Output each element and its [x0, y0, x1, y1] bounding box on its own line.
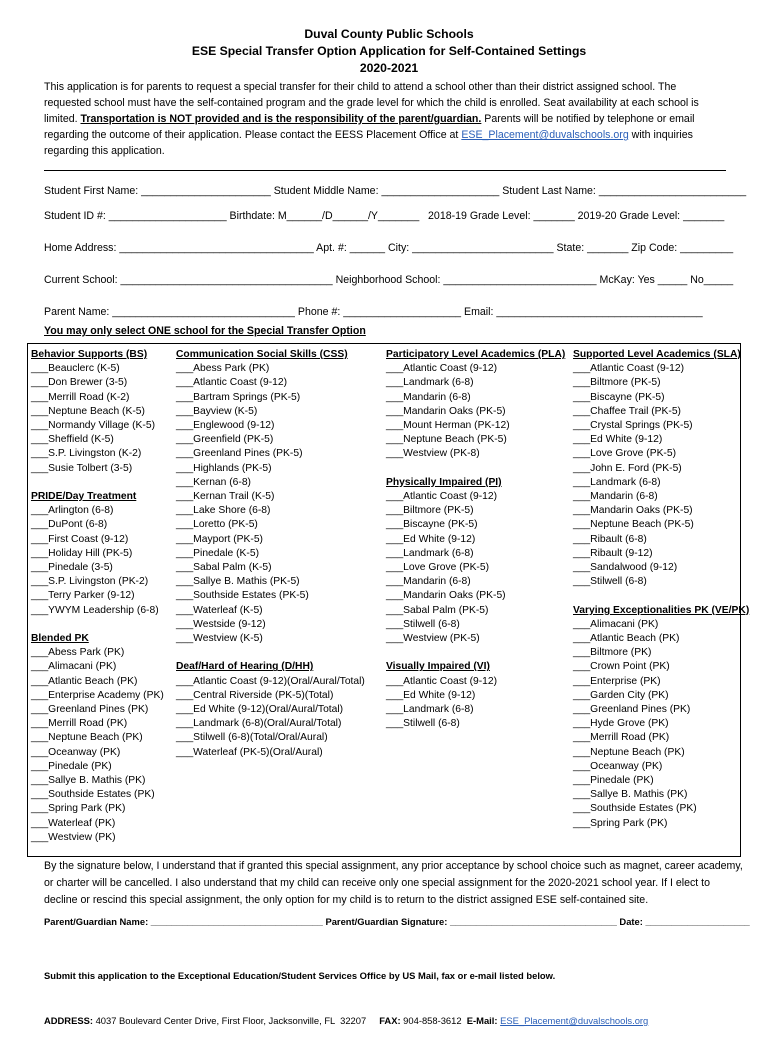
email-label: E-Mail: [466, 1015, 498, 1026]
school-option[interactable]: ___Pinedale (3-5) [31, 562, 113, 574]
program-category-title: Supported Level Academics (SLA) [573, 349, 741, 360]
school-option[interactable]: ___Landmark (6-8) [386, 704, 474, 716]
school-option[interactable]: ___Southside Estates (PK-5) [176, 590, 309, 602]
program-category-title: Physically Impaired (PI) [386, 476, 502, 488]
school-option[interactable]: ___Southside Estates (PK) [31, 789, 155, 801]
school-option[interactable]: ___Enterprise Academy (PK) [31, 689, 164, 701]
school-option[interactable]: ___Ed White (9-12)(Oral/Aural/Total) [176, 704, 344, 716]
school-option[interactable]: ___Spring Park (PK) [31, 803, 126, 815]
school-option[interactable]: ___Kernan (6-8) [176, 476, 251, 488]
school-option[interactable]: ___Landmark (6-8) [573, 476, 661, 488]
school-option[interactable]: ___Stilwell (6-8) [573, 576, 647, 588]
placement-email-link[interactable]: ESE_Placement@duvalschools.org [461, 129, 629, 141]
contact-line [44, 1013, 648, 1028]
school-option[interactable]: ___Biscayne (PK-5) [386, 519, 478, 531]
school-option[interactable]: ___Merrill Road (PK) [573, 732, 670, 744]
group-spacer [176, 646, 365, 660]
school-option[interactable]: ___Neptune Beach (PK-5) [573, 519, 694, 531]
school-option[interactable]: ___Biltmore (PK) [573, 647, 652, 659]
district-name: Duval County Public Schools [304, 27, 474, 41]
school-option[interactable]: ___Sheffield (K-5) [31, 434, 114, 446]
transportation-notice: Transportation is NOT provided and is the responsibility of the parent/guardian. [80, 113, 482, 125]
program-category-title: Deaf/Hard of Hearing (D/HH) [176, 661, 314, 673]
address-label: ADDRESS: [44, 1015, 93, 1026]
school-option[interactable]: ___Crown Point (PK) [573, 661, 670, 673]
school-option[interactable]: ___Holiday Hill (PK-5) [31, 547, 133, 559]
school-option[interactable]: ___Oceanway (PK) [31, 746, 121, 758]
school-option[interactable]: ___Don Brewer (3-5) [31, 377, 128, 389]
school-option[interactable]: ___Stilwell (6-8)(Total/Oral/Aural) [176, 732, 328, 744]
school-option[interactable]: ___Hyde Grove (PK) [573, 718, 669, 730]
school-year: 2020-2021 [359, 61, 419, 75]
school-option[interactable]: ___Greenland Pines (PK) [573, 704, 691, 716]
group-spacer [386, 646, 565, 660]
submit-instructions [44, 938, 648, 1043]
school-option[interactable]: ___S.P. Livingston (PK-2) [31, 576, 149, 588]
school-option[interactable]: ___Greenland Pines (PK) [31, 704, 149, 716]
school-option[interactable]: ___Landmark (6-8) [386, 547, 474, 559]
school-option[interactable]: ___Sallye B. Mathis (PK-5) [176, 576, 300, 588]
school-option[interactable]: ___Sandalwood (9-12) [573, 562, 678, 574]
school-option[interactable]: ___Waterleaf (PK-5)(Oral/Aural) [176, 746, 323, 758]
intro-text-1: This application is for parents to request a special transfer for their child to attend a school other than their district assigned school. The requested school must have the self-contained program and the grade level for which the child is enrolled. Seat availability at each school is limited. [44, 81, 699, 125]
select-one-note: You may only select ONE school for the Special Transfer Option [44, 325, 366, 337]
school-option[interactable]: ___Westview (PK-8) [386, 448, 480, 460]
school-option[interactable]: ___Atlantic Coast (9-12) [386, 491, 498, 503]
school-option[interactable]: ___Ed White (9-12) [386, 533, 476, 545]
options-column-2 [176, 348, 365, 760]
school-option[interactable]: ___Love Grove (PK-5) [386, 562, 490, 574]
form-row-parent[interactable]: Parent Name: _______________________________ Phone #: ____________________ Email: ___________________________________ [44, 306, 703, 318]
school-option[interactable]: ___Biscayne (PK-5) [573, 391, 665, 403]
signature-statement: By the signature below, I understand that if granted this special assignment, any prior acceptance by school choice such as magnet, career academy, or charter will be cancelled. I also understand that my child can receive only one special assignment for the 2020-2021 school year. If I elect to decline or rescind this special assignment, the only option for my child is to return to the district assigned ESE self-contained site. [44, 860, 743, 906]
school-option[interactable]: ___Mandarin (6-8) [386, 576, 471, 588]
school-option[interactable]: ___Westside (9-12) [176, 618, 266, 630]
intro-text-2: Parents will be notified by telephone or email regarding the outcome of their application. Please contact the EESS Placement Office at [44, 113, 695, 141]
school-option[interactable]: ___Kernan Trail (K-5) [176, 491, 275, 503]
school-option[interactable]: ___Biltmore (PK-5) [386, 505, 474, 517]
school-option[interactable]: ___John E. Ford (PK-5) [573, 462, 682, 474]
school-option[interactable]: ___Atlantic Coast (9-12) [176, 377, 288, 389]
address-value: 4037 Boulevard Center Drive, First Floor, Jacksonville, FL 32207 [92, 1015, 380, 1026]
school-option[interactable]: ___Bartram Springs (PK-5) [176, 391, 301, 403]
school-option[interactable]: ___Mandarin Oaks (PK-5) [386, 590, 506, 602]
school-option[interactable]: ___Waterleaf (PK) [31, 817, 116, 829]
group-spacer [31, 476, 164, 490]
school-option[interactable]: ___Greenland Pines (PK-5) [176, 448, 303, 460]
document-header [44, 26, 734, 77]
school-option[interactable]: ___Oceanway (PK) [573, 760, 663, 772]
school-option[interactable]: ___Chaffee Trail (PK-5) [573, 405, 681, 417]
form-row-student-id[interactable]: Student ID #: ____________________ Birthdate: M______/D______/Y_______ 2018-19 Grade Level: _______ 2019-20 Grade Level: _______ [44, 210, 725, 222]
school-option[interactable]: ___Lake Shore (6-8) [176, 505, 271, 517]
options-column-3 [386, 348, 565, 731]
fax-value: 904-858-3612 [400, 1015, 467, 1026]
school-option[interactable]: ___S.P. Livingston (K-2) [31, 448, 142, 460]
school-option[interactable]: ___Bayview (K-5) [176, 405, 258, 417]
school-option[interactable]: ___Neptune Beach (K-5) [31, 405, 145, 417]
school-option[interactable]: ___Crystal Springs (PK-5) [573, 420, 693, 432]
school-option[interactable]: ___Westview (PK-5) [386, 633, 480, 645]
school-option[interactable]: ___Atlantic Coast (9-12) [386, 675, 498, 687]
submit-line: Submit this application to the Exceptional Education/Student Services Office by US Mail, fax or e-mail listed below. [44, 970, 556, 981]
intro-paragraph [44, 79, 726, 159]
school-option[interactable]: ___Pinedale (K-5) [176, 547, 259, 559]
school-option[interactable]: ___Ribault (9-12) [573, 547, 653, 559]
school-option[interactable]: ___Biltmore (PK-5) [573, 377, 661, 389]
section-divider [44, 170, 726, 171]
school-option[interactable]: ___Waterleaf (K-5) [176, 604, 263, 616]
group-spacer [386, 462, 565, 476]
school-option[interactable]: ___Ed White (9-12) [386, 689, 476, 701]
form-row-address[interactable]: Home Address: _________________________________ Apt. #: ______ City: ________________________ State: _______ Zip Code: _________ [44, 242, 734, 254]
form-title: ESE Special Transfer Option Application for Self-Contained Settings [191, 44, 587, 58]
school-option[interactable]: ___First Coast (9-12) [31, 533, 129, 545]
school-option[interactable]: ___Mandarin Oaks (PK-5) [386, 405, 506, 417]
fax-label: FAX: [379, 1015, 401, 1026]
school-option[interactable]: ___Neptune Beach (PK) [573, 746, 685, 758]
school-option[interactable]: ___Merrill Road (PK) [31, 718, 128, 730]
school-option[interactable]: ___Pinedale (PK) [573, 775, 654, 787]
school-option[interactable]: ___Merrill Road (K-2) [31, 391, 130, 403]
school-option[interactable]: ___Stilwell (6-8) [386, 618, 460, 630]
school-option[interactable]: ___DuPont (6-8) [31, 519, 108, 531]
school-option[interactable]: ___Terry Parker (9-12) [31, 590, 135, 602]
school-option[interactable]: ___Landmark (6-8)(Oral/Aural/Total) [176, 718, 342, 730]
school-option[interactable]: ___Mandarin (6-8) [386, 391, 471, 403]
school-option[interactable]: ___Normandy Village (K-5) [31, 420, 156, 432]
school-option[interactable]: ___Stilwell (6-8) [386, 718, 460, 730]
school-option[interactable]: ___Westview (K-5) [176, 633, 263, 645]
school-option[interactable]: ___Atlantic Coast (9-12)(Oral/Aural/Total) [176, 675, 365, 687]
program-category-title: PRIDE/Day Treatment [31, 491, 137, 503]
group-spacer [573, 589, 749, 603]
program-category-title: Visually Impaired (VI) [386, 661, 490, 673]
school-option[interactable]: ___Loretto (PK-5) [176, 519, 258, 531]
school-option[interactable]: ___Mandarin (6-8) [573, 491, 658, 503]
options-column-4 [573, 348, 749, 831]
school-option[interactable]: ___Abess Park (PK) [31, 647, 125, 659]
school-option[interactable]: ___YWYM Leadership (6-8) [31, 604, 159, 616]
form-row-student-name[interactable]: Student First Name: ______________________ Student Middle Name: ____________________ Student Last Name: _________________________ [44, 185, 747, 197]
program-category-title: Communication Social Skills (CSS) [176, 349, 348, 360]
school-option[interactable]: ___Atlantic Beach (PK) [573, 633, 680, 645]
group-spacer [31, 618, 164, 632]
school-option[interactable]: ___Highlands (PK-5) [176, 462, 272, 474]
school-option[interactable]: ___Ed White (9-12) [573, 434, 663, 446]
school-option[interactable]: ___Sallye B. Mathis (PK) [31, 775, 146, 787]
school-option[interactable]: ___Pinedale (PK) [31, 760, 112, 772]
school-option[interactable]: ___Atlantic Beach (PK) [31, 675, 138, 687]
school-option[interactable]: ___Central Riverside (PK-5)(Total) [176, 689, 334, 701]
form-row-school[interactable]: Current School: ____________________________________ Neighborhood School: __________________________ McKay: Yes _____ No_____ [44, 274, 734, 286]
school-options-box [27, 343, 750, 857]
options-column-1 [31, 348, 164, 845]
school-option[interactable]: ___Arlington (6-8) [31, 505, 114, 517]
program-category-title: Behavior Supports (BS) [31, 349, 148, 360]
school-option[interactable]: ___Spring Park (PK) [573, 817, 668, 829]
school-option[interactable]: ___Mandarin Oaks (PK-5) [573, 505, 693, 517]
school-option[interactable]: ___Abess Park (PK) [176, 363, 270, 375]
school-option[interactable]: ___Westview (PK) [31, 831, 116, 843]
program-category-title: Participatory Level Academics (PLA) [386, 349, 566, 360]
school-option[interactable]: ___Atlantic Coast (9-12) [386, 363, 498, 375]
program-category-title: Blended PK [31, 633, 89, 645]
school-option[interactable]: ___Landmark (6-8) [386, 377, 474, 389]
school-option[interactable]: ___Love Grove (PK-5) [573, 448, 677, 460]
school-option[interactable]: ___Susie Tolbert (3-5) [31, 462, 133, 474]
school-option[interactable]: ___Garden City (PK) [573, 689, 669, 701]
school-option[interactable]: ___Ribault (6-8) [573, 533, 647, 545]
school-option[interactable]: ___Greenfield (PK-5) [176, 434, 274, 446]
school-option[interactable]: ___Englewood (9-12) [176, 420, 275, 432]
submit-email-link[interactable]: ESE_Placement@duvalschools.org [500, 1015, 649, 1026]
school-option[interactable]: ___Southside Estates (PK) [573, 803, 697, 815]
school-option[interactable]: ___Beauclerc (K-5) [31, 363, 120, 375]
intro-text-3: with inquiries regarding this application. [44, 129, 693, 157]
school-option[interactable]: ___Neptune Beach (PK-5) [386, 434, 507, 446]
program-category-title: Varying Exceptionalities PK (VE/PK) [573, 604, 750, 616]
school-option[interactable]: ___Alimacani (PK) [31, 661, 117, 673]
signature-row[interactable]: Parent/Guardian Name: _________________________________ Parent/Guardian Signature: ________________________________ Date: ____________________ [44, 916, 750, 927]
school-option[interactable]: ___Alimacani (PK) [573, 618, 659, 630]
school-option[interactable]: ___Sabal Palm (PK-5) [386, 604, 489, 616]
school-option[interactable]: ___Neptune Beach (PK) [31, 732, 143, 744]
school-option[interactable]: ___Sabal Palm (K-5) [176, 562, 272, 574]
school-option[interactable]: ___Enterprise (PK) [573, 675, 661, 687]
school-option[interactable]: ___Sallye B. Mathis (PK) [573, 789, 688, 801]
school-option[interactable]: ___Mayport (PK-5) [176, 533, 263, 545]
school-option[interactable]: ___Mount Herman (PK-12) [386, 420, 510, 432]
school-option[interactable]: ___Atlantic Coast (9-12) [573, 363, 685, 375]
